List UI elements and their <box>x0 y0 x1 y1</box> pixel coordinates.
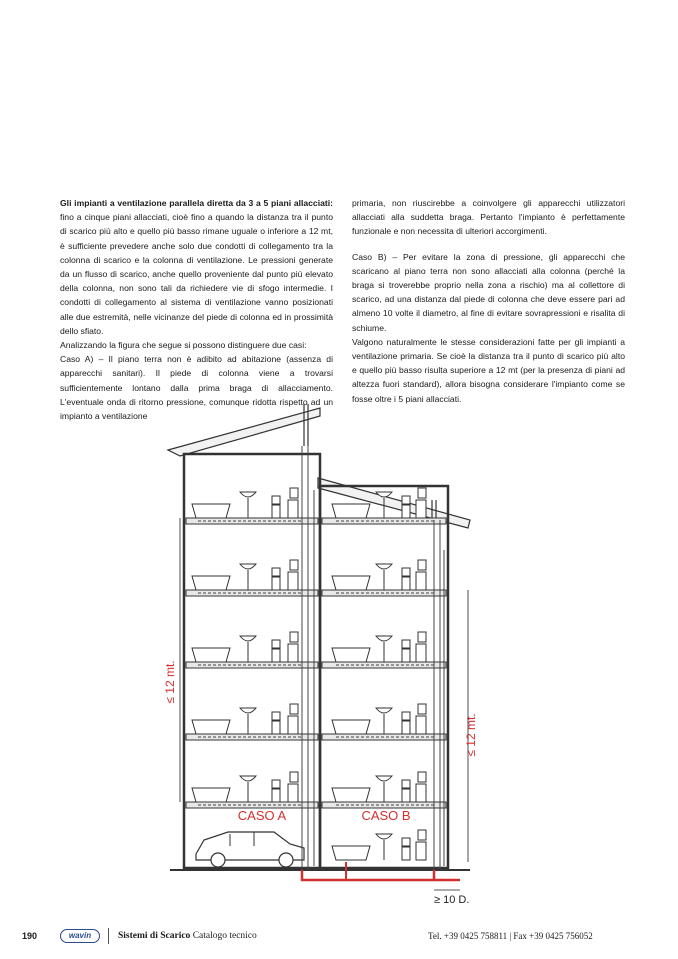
toilet-bidet <box>402 838 410 846</box>
toilet-bidet <box>272 640 280 648</box>
washbasin <box>240 636 256 641</box>
toilet <box>288 572 298 590</box>
toilet-tank <box>418 704 426 714</box>
toilet <box>416 842 426 860</box>
washbasin <box>376 708 392 713</box>
paragraph: Analizzando la figura che segue si possono distinguere due casi: <box>60 340 307 351</box>
toilet-tank <box>418 772 426 782</box>
toilet-bidet <box>402 640 410 648</box>
washbasin <box>240 564 256 569</box>
left-text-column <box>60 196 333 423</box>
toilet-tank <box>290 560 298 570</box>
contact-info: Tel. +39 0425 758811 | Fax +39 0425 756052 <box>428 931 593 941</box>
toilet-bidet <box>272 721 280 734</box>
toilet-tank <box>418 488 426 498</box>
case-b-label: CASO B <box>361 808 411 823</box>
bathtub <box>332 846 370 860</box>
toilet-tank <box>418 632 426 642</box>
toilet-bidet <box>272 496 280 504</box>
bathtub <box>332 576 370 590</box>
washbasin <box>240 492 256 497</box>
toilet <box>288 784 298 802</box>
toilet-bidet <box>402 649 410 662</box>
bathtub <box>332 720 370 734</box>
catalog-title-bold: Sistemi di Scarico <box>118 931 191 941</box>
toilet-bidet <box>402 721 410 734</box>
toilet-bidet <box>402 789 410 802</box>
toilet-tank <box>418 560 426 570</box>
car-wheel <box>211 853 225 867</box>
section-heading: Gli impianti a ventilazione parallela diretta da 3 a 5 piani allacciati: <box>60 198 333 208</box>
height-label-left: ≤ 12 mt. <box>163 660 177 704</box>
toilet-tank <box>290 632 298 642</box>
washbasin <box>376 636 392 641</box>
toilet-tank <box>418 830 426 840</box>
washbasin <box>376 776 392 781</box>
catalog-title <box>118 931 257 941</box>
wavin-logo: wavin <box>60 929 100 943</box>
page-footer <box>0 928 678 948</box>
toilet-bidet <box>402 505 410 518</box>
left-roof <box>168 408 320 456</box>
toilet-bidet <box>402 712 410 720</box>
bathtub <box>192 788 230 802</box>
toilet <box>288 716 298 734</box>
page-number: 190 <box>22 931 38 941</box>
body-text: fino a cinque piani allacciati, cioè fino a quando la distanza tra il punto di scarico più alto e quello più basso rimane uguale o inferiore a 12 mt, è sufficiente prevedere anche solo due condotti di collegamento tra la colonna di scarico e la colonna di ventilazione. Le pressioni generate da un flusso di scarico, anche quello proveniente dal punto più elevato della colonna, non sono tali da richiedere vie di sfogo intermedie. I condotti di collegamento al sistema di ventilazione vanno posizionati alle due estremità, nelle vicinanze del piede di colonna ed in prossimità dello sfiato. <box>60 212 333 336</box>
toilet-bidet <box>272 505 280 518</box>
footer-divider <box>108 928 109 944</box>
toilet-bidet <box>272 712 280 720</box>
toilet-tank <box>290 772 298 782</box>
toilet-bidet <box>402 496 410 504</box>
toilet-bidet <box>402 780 410 788</box>
toilet-bidet <box>402 577 410 590</box>
bathtub <box>332 788 370 802</box>
toilet-bidet <box>272 780 280 788</box>
toilet <box>288 644 298 662</box>
paragraph: Caso B) – Per evitare la zona di pressione, gli apparecchi che scaricano al piano terra non sono allacciati alla colonna (perché la braga si troverebbe proprio nella zona a rischio) ma al collettore di scarico, ad una distanza dal piede di colonna che deve essere pari ad almeno 10 volte il diametro, al fine di evitare sovrapressioni e risalita di schiume. <box>352 251 625 333</box>
paragraph: primaria, non riuscirebbe a coinvolgere gli apparecchi utilizzatori allacciati alla suddetta braga. Pertanto l'impianto è perfettamente funzionale e non necessita di ulteriori accorgimenti. <box>352 198 625 237</box>
paragraph <box>60 196 333 338</box>
toilet <box>416 644 426 662</box>
toilet <box>416 572 426 590</box>
catalog-title-rest: Catalogo tecnico <box>190 931 257 941</box>
toilet-bidet <box>272 577 280 590</box>
right-text-column <box>352 196 625 406</box>
toilet <box>288 500 298 518</box>
toilet <box>416 716 426 734</box>
toilet-bidet <box>402 568 410 576</box>
car-wheel <box>279 853 293 867</box>
washbasin <box>240 708 256 713</box>
building-drainage-diagram <box>150 400 480 915</box>
washbasin <box>240 776 256 781</box>
washbasin <box>376 834 392 839</box>
bathtub <box>192 648 230 662</box>
toilet-tank <box>290 704 298 714</box>
bathtub <box>332 504 370 518</box>
case-a-label: CASO A <box>237 808 287 823</box>
bathtub <box>332 648 370 662</box>
bathtub <box>192 504 230 518</box>
bathtub <box>192 720 230 734</box>
toilet-bidet <box>402 847 410 860</box>
washbasin <box>376 564 392 569</box>
paragraph: Valgono naturalmente le stesse considerazioni fatte per gli impianti a ventilazione primaria. Se cioè la distanza tra il punto di scarico più alto e quello più basso risulta superiore a 12 mt (per la presenza di piani ad altezza fuori standard), allora bisogna considerare l'impianto come se fosse oltre i 5 piani allacciati. <box>352 336 625 404</box>
paragraph: Caso A) – Il piano terra non è adibito ad abitazione (assenza di apparecchi sanitari). Il piede di colonna viene a trovarsi sufficientemente lontano dalla prima braga di allacciamento. L'eventuale onda di ritorno pressione, comunque ridotta rispetto ad un impianto a ventilazione <box>60 354 333 422</box>
toilet-bidet <box>272 649 280 662</box>
distance-label: ≥ 10 D. <box>434 894 470 906</box>
toilet-tank <box>290 488 298 498</box>
collector-pipe <box>302 870 460 880</box>
toilet <box>416 500 426 518</box>
height-label-right: ≤ 12 mt. <box>464 713 478 757</box>
bathtub <box>192 576 230 590</box>
toilet-bidet <box>272 568 280 576</box>
toilet <box>416 784 426 802</box>
toilet-bidet <box>272 789 280 802</box>
